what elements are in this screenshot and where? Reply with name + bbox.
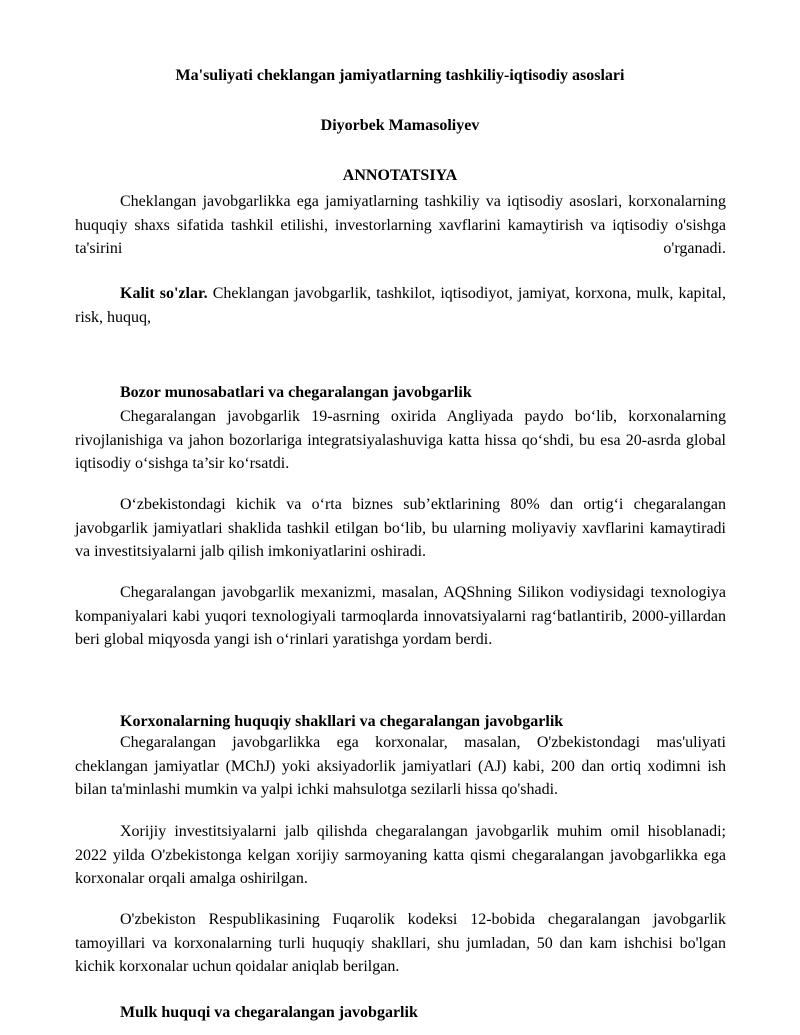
section-paragraph: O‘zbekistondagi kichik va o‘rta biznes sub’ektlarining 80% dan ortig‘i chegaralangan javobgarlik jamiyatlari shaklida tashkil etilgan bo‘lib, bu ularning moliyaviy xavflarini kamaytiradi va investitsiyalarni jalb qilish imkoniyatlarini oshiradi.	[75, 496, 726, 560]
document-author: Diyorbek Mamasoliyev	[320, 117, 480, 134]
section-paragraph: Xorijiy investitsiyalarni jalb qilishda chegaralangan javobgarlik muhim omil hisoblanadi; 2022 yilda O'zbekistonga kelgan xorijiy sarmoyaning katta qismi chegaralangan javobgarlikka ega korxonalar orqali amalga oshirilgan.	[75, 823, 726, 887]
keywords-paragraph	[75, 282, 726, 329]
annotation-paragraph: Cheklangan javobgarlikka ega jamiyatlarning tashkiliy va iqtisodiy asoslari, korxonalarning huquqiy shaxs sifatida tashkil etilishi, investorlarning xavflarini kamaytirish va iqtisodiy o'sishga ta'sirini o'rganadi.	[75, 193, 726, 257]
keywords-label: Kalit so'zlar.	[120, 285, 208, 302]
document-title: Ma'suliyati cheklangan jamiyatlarning tashkiliy-iqtisodiy asoslari	[175, 67, 625, 84]
section-heading: Bozor munosabatlari va chegaralangan javobgarlik	[120, 384, 472, 401]
section-paragraph: Chegaralangan javobgarlik 19-asrning oxirida Angliyada paydo bo‘lib, korxonalarning rivojlanishiga va jahon bozorlariga integratsiyalashuviga katta hissa qo‘shdi, bu esa 20-asrda global iqtisodiy o‘sishga ta’sir ko‘rsatdi.	[75, 408, 726, 472]
section-heading: Korxonalarning huquqiy shakllari va chegaralangan javobgarlik	[120, 713, 564, 730]
section-paragraph: Chegaralangan javobgarlik mexanizmi, masalan, AQShning Silikon vodiysidagi texnologiya kompaniyalari kabi yuqori texnologiyali tarmoqlarda innovatsiyalarni rag‘batlantirib, 2000-yillardan beri global miqyosda yangi ish o‘rinlari yaratishga yordam berdi.	[75, 584, 726, 648]
section-paragraph: Chegaralangan javobgarlikka ega korxonalar, masalan, O'zbekistondagi mas'uliyati cheklangan jamiyatlar (MChJ) yoki aksiyadorlik jamiyatlari (AJ) kabi, 200 dan ortiq xodimni ish bilan ta'minlashi mumkin va yalpi ichki mahsulotga sezilarli hissa qo'shadi.	[75, 734, 726, 798]
annotation-heading: ANNOTATSIYA	[342, 167, 458, 184]
keywords-text: Cheklangan javobgarlik, tashkilot, iqtisodiyot, jamiyat, korxona, mulk, kapital, risk, huquq,	[75, 285, 726, 326]
section-heading: Mulk huquqi va chegaralangan javobgarlik	[120, 1004, 418, 1021]
section-paragraph: O'zbekiston Respublikasining Fuqarolik kodeksi 12-bobida chegaralangan javobgarlik tamoyillari va korxonalarning turli huquqiy shakllari, shu jumladan, 50 dan kam ishchisi bo'lgan kichik korxonalar uchun qoidalar aniqlab berilgan.	[75, 911, 726, 975]
